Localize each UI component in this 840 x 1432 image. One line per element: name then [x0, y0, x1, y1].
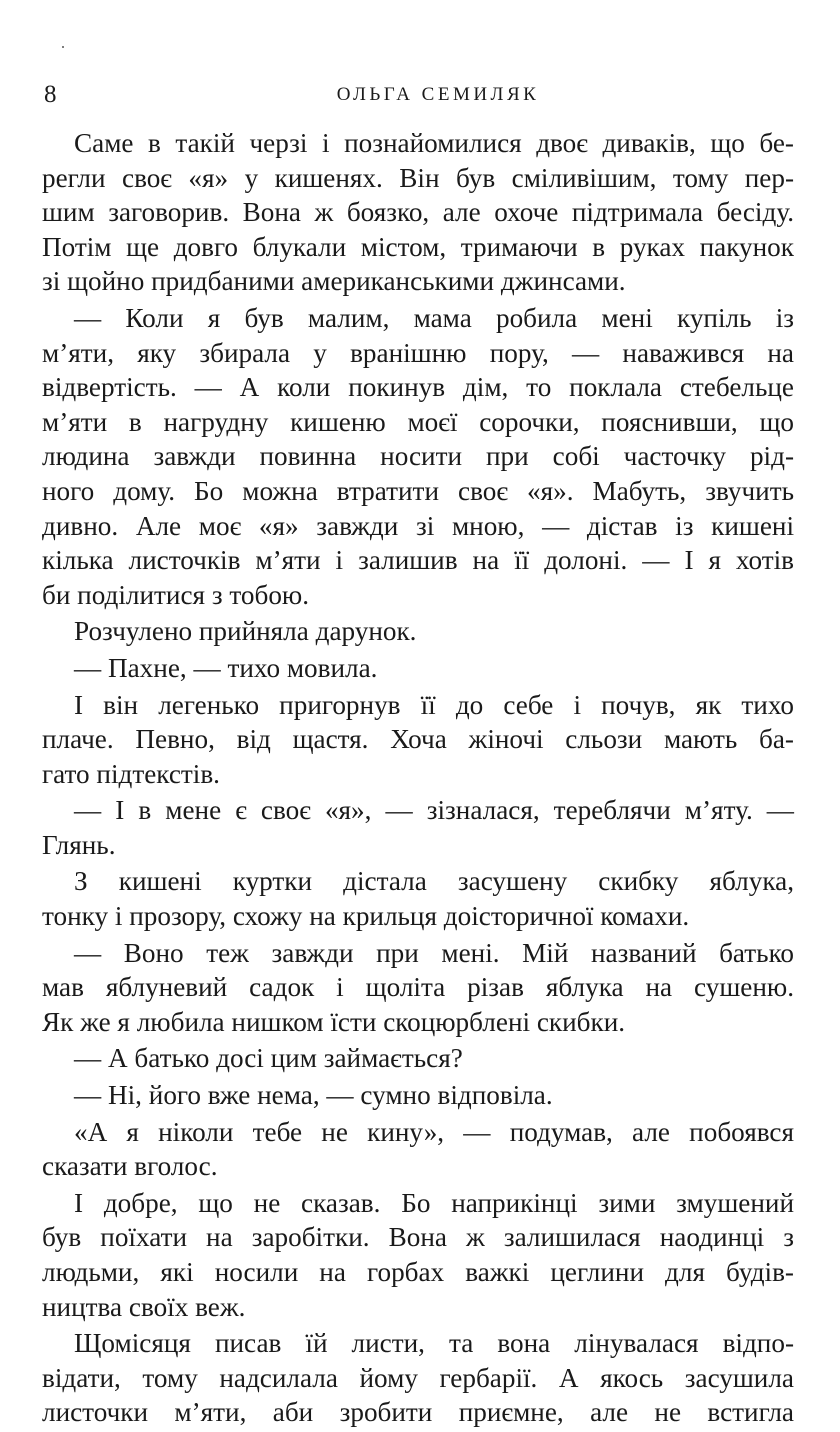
text-line: — Пахне, — тихо мовила.: [74, 652, 378, 683]
paragraph: [42, 1326, 794, 1430]
paragraph: [42, 126, 794, 299]
text-line: би поділитися з тобою.: [42, 579, 310, 610]
text-line: І він легенько пригорнув її до себе і почув, як тихо: [74, 689, 794, 720]
text-line: гато підтекстів.: [42, 758, 220, 789]
text-line: І добре, що не сказав. Бо наприкінці зими змушений: [74, 1187, 794, 1218]
text-line: відвертість. — А коли покинув дім, то поклала стебельце: [42, 372, 794, 403]
paragraph: [42, 1115, 794, 1184]
text-line: «А я ніколи тебе не кину», — подумав, але побоявся: [74, 1116, 794, 1147]
text-line: Як же я любила нишком їсти скоцюрблені скибки.: [42, 1006, 626, 1037]
text-line: — А батько досі цим займається?: [74, 1043, 463, 1074]
text-line: м’яти, яку збирала у вранішню пору, — наважився на: [42, 337, 794, 368]
text-line: людьми, які носили на горбах важкі цеглини для будів-: [42, 1257, 794, 1287]
text-line: ного дому. Бо можна втратити своє «я». Мабуть, звучить: [42, 475, 794, 506]
text-line: Глянь.: [42, 829, 116, 860]
running-head-author: ОЛЬГА СЕМИЛЯК: [336, 84, 540, 105]
paragraph: [42, 1186, 794, 1324]
text-line: людина завжди повинна носити при собі часточку рід-: [42, 441, 794, 472]
print-speck: [62, 46, 64, 48]
paragraph: [42, 651, 794, 686]
text-line: З кишені куртки дістала засушену скибку яблука,: [74, 866, 794, 897]
paragraph: [42, 1041, 794, 1076]
body-text: [42, 126, 794, 1432]
page-header: [44, 78, 792, 112]
text-line: зі щойно придбаними американськими джинсами.: [42, 266, 626, 297]
text-line: — Коли я був малим, мама робила мені купіль із: [74, 302, 794, 333]
text-line: — Воно теж завжди при мені. Мій названий батько: [74, 937, 794, 968]
text-line: Щомісяця писав їй листи, та вона лінувалася відпо-: [74, 1328, 794, 1359]
text-line: Розчулено прийняла дарунок.: [74, 616, 417, 647]
paragraph: [42, 688, 794, 792]
text-line: був поїхати на заробітки. Вона ж залишилася наодинці з: [42, 1222, 794, 1253]
text-line: відати, тому надсилала йому гербарії. А якось засушила: [42, 1362, 794, 1393]
text-line: шим заговорив. Вона ж боязко, але охоче підтримала бесіду.: [42, 197, 794, 228]
text-line: регли своє «я» у кишенях. Він був сміливішим, тому пер-: [42, 162, 794, 193]
text-line: тонку і прозору, схожу на крильця доісторичної комахи.: [42, 901, 690, 932]
text-line: кілька листочків м’яти і залишив на її долоні. — І я хотів: [42, 545, 794, 576]
text-line: — І в мене є своє «я», — зізналася, тереблячи м’яту. —: [74, 795, 794, 826]
paragraph: [42, 793, 794, 862]
text-line: плаче. Певно, від щастя. Хоча жіночі сльози мають ба-: [42, 724, 794, 755]
paragraph: [42, 614, 794, 649]
text-line: ництва своїх веж.: [42, 1291, 246, 1322]
paragraph: [42, 936, 794, 1040]
text-line: дивно. Але моє «я» завжди зі мною, — дістав із кишені: [42, 510, 794, 541]
text-line: Потім ще довго блукали містом, тримаючи в руках пакунок: [42, 231, 794, 262]
text-line: сказати вголос.: [42, 1151, 218, 1182]
text-line: листочки м’яти, аби зробити приємне, але не встигла: [42, 1397, 794, 1428]
text-line: мав яблуневий садок і щоліта різав яблука на сушеню.: [42, 972, 794, 1003]
page-number: 8: [44, 81, 57, 108]
text-line: — Ні, його вже нема, — сумно відповіла.: [74, 1080, 553, 1111]
paragraph: [42, 301, 794, 612]
text-line: Саме в такій черзі і познайомилися двоє диваків, що бе-: [74, 128, 794, 158]
paragraph: [42, 864, 794, 933]
paragraph: [42, 1078, 794, 1113]
text-line: м’яти в нагрудну кишеню моєї сорочки, пояснивши, що: [42, 406, 794, 437]
